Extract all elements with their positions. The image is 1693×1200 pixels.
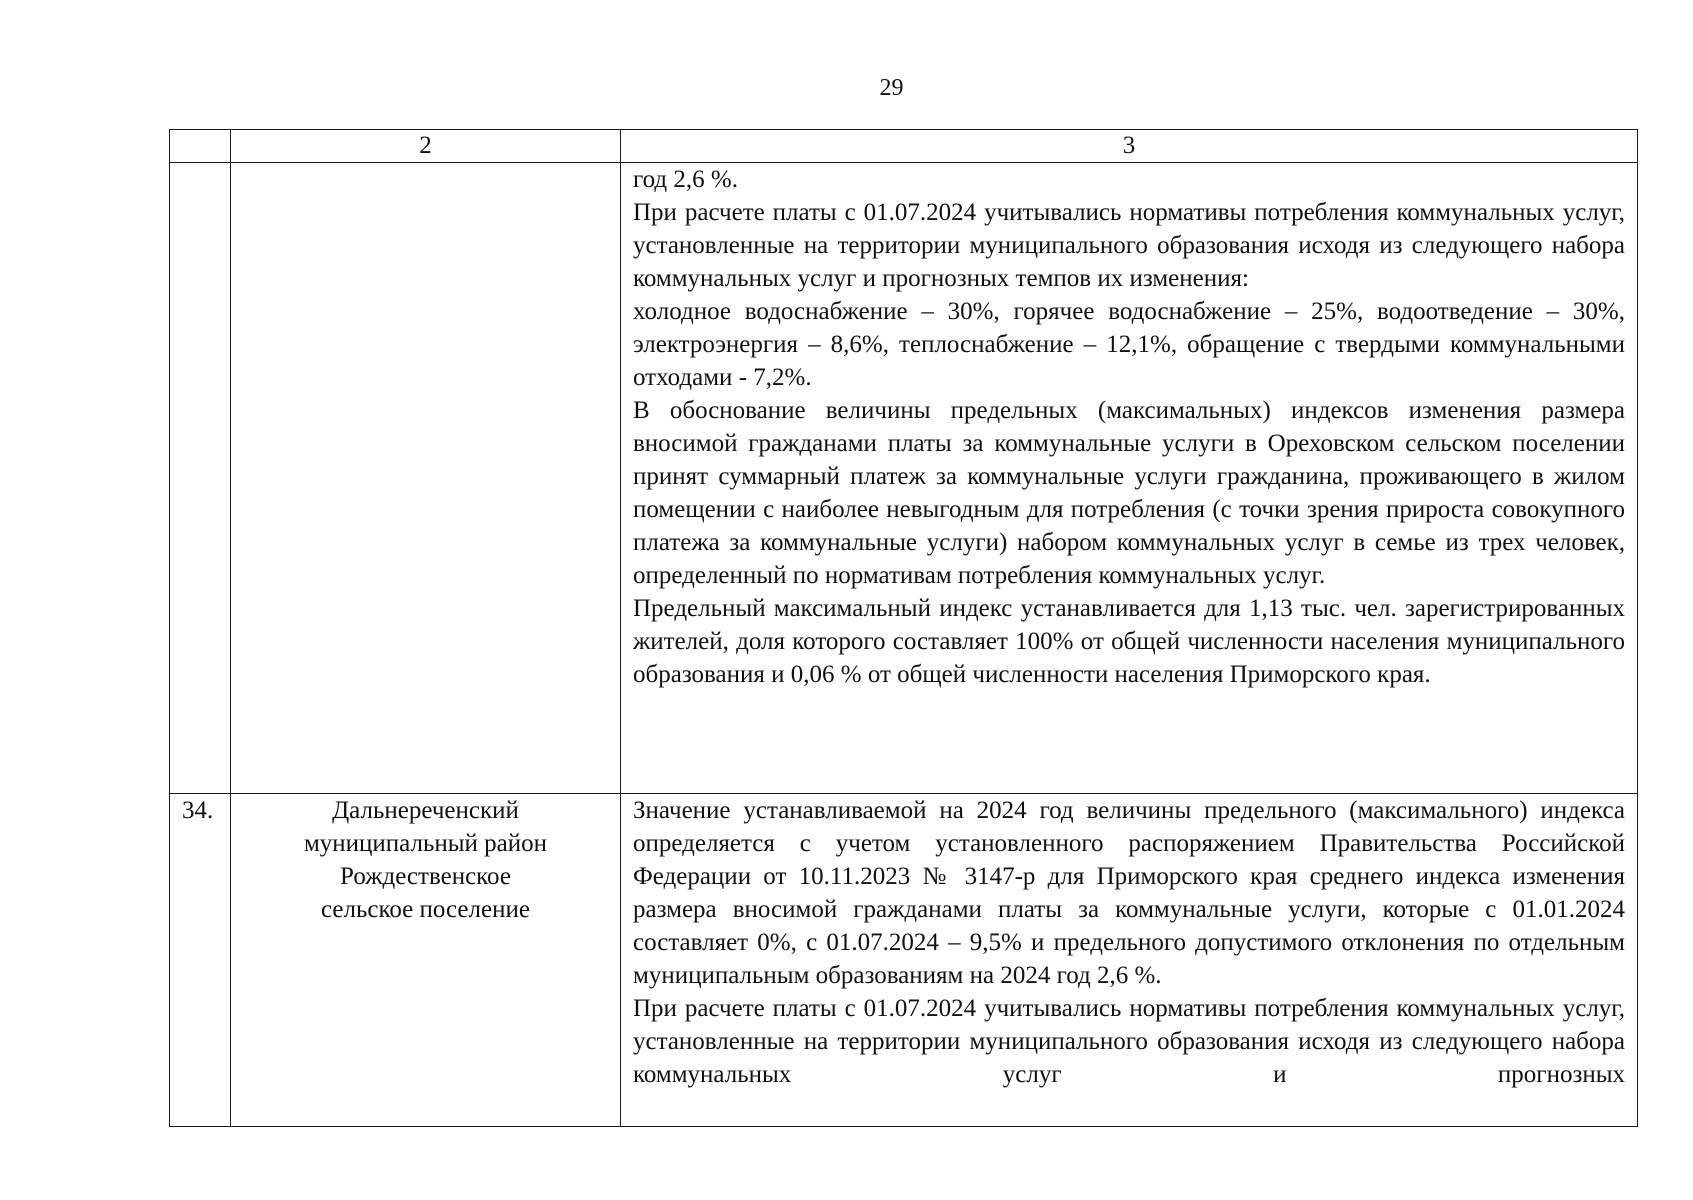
paragraph: Значение устанавливаемой на 2024 год величины предельного (максимального) индекса определяется с учетом установленного распоряжением Правительства Российской Федерации от 10.11.2023 № 3147-р для Приморского края среднего индекса изменения размера вносимой гражданами платы за коммунальные услуги, которые с 01.01.2024 составляет 0%, с 01.07.2024 – 9,5% и предельного допустимого отклонения по отдельным муниципальным образованиям на 2024 год 2,6 %. [633, 797, 1625, 989]
paragraph: год 2,6 %. [633, 166, 738, 193]
description-cell [621, 163, 1638, 794]
description-cell [621, 794, 1638, 1127]
paragraph: Предельный максимальный индекс устанавливается для 1,13 тыс. чел. зарегистрированных жителей, доля которого составляет 100% от общей численности населения муниципального образования и 0,06 % от общей численности населения Приморского края. [633, 595, 1625, 688]
document-table [169, 129, 1638, 1127]
row-number-cell [170, 163, 231, 794]
paragraph: При расчете платы с 01.07.2024 учитывались нормативы потребления коммунальных услуг, установленные на территории муниципального образования исходя из следующего набора коммунальных услуг и прогнозных темпов их изменения: [633, 199, 1625, 292]
header-cell-2: 2 [231, 130, 621, 163]
municipality-name-cell [231, 163, 621, 794]
header-cell-1 [170, 130, 231, 163]
paragraph: В обоснование величины предельных (максимальных) индексов изменения размера вносимой гражданами платы за коммунальные услуги в Ореховском сельском поселении принят суммарный платеж за коммунальные услуги гражданина, проживающего в жилом помещении с наиболее невыгодным для потребления (с точки зрения прироста совокупного платежа за коммунальные услуги) набором коммунальных услуг в семье из трех человек, определенный по нормативам потребления коммунальных услуг. [633, 397, 1625, 589]
municipality-name-cell [231, 794, 621, 1127]
header-cell-3: 3 [621, 130, 1638, 163]
municipality-name-line: Дальнереченский [332, 797, 519, 824]
municipality-name-line: Рождественское [340, 863, 511, 890]
municipality-name-line: сельское поселение [321, 896, 530, 923]
row-number-cell: 34. [170, 794, 231, 1127]
table-header-row [170, 130, 1638, 163]
paragraph: При расчете платы с 01.07.2024 учитывались нормативы потребления коммунальных услуг, установленные на территории муниципального образования исходя из следующего набора коммунальных услуг и прогнозных [633, 995, 1625, 1088]
municipality-name-line: муниципальный район [303, 830, 548, 857]
page-number: 29 [879, 75, 904, 101]
paragraph: холодное водоснабжение – 30%, горячее водоснабжение – 25%, водоотведение – 30%, электроэнергия – 8,6%, теплоснабжение – 12,1%, обращение с твердыми коммунальными отходами - 7,2%. [633, 298, 1625, 391]
table-row [170, 794, 1638, 1127]
table-row [170, 163, 1638, 794]
